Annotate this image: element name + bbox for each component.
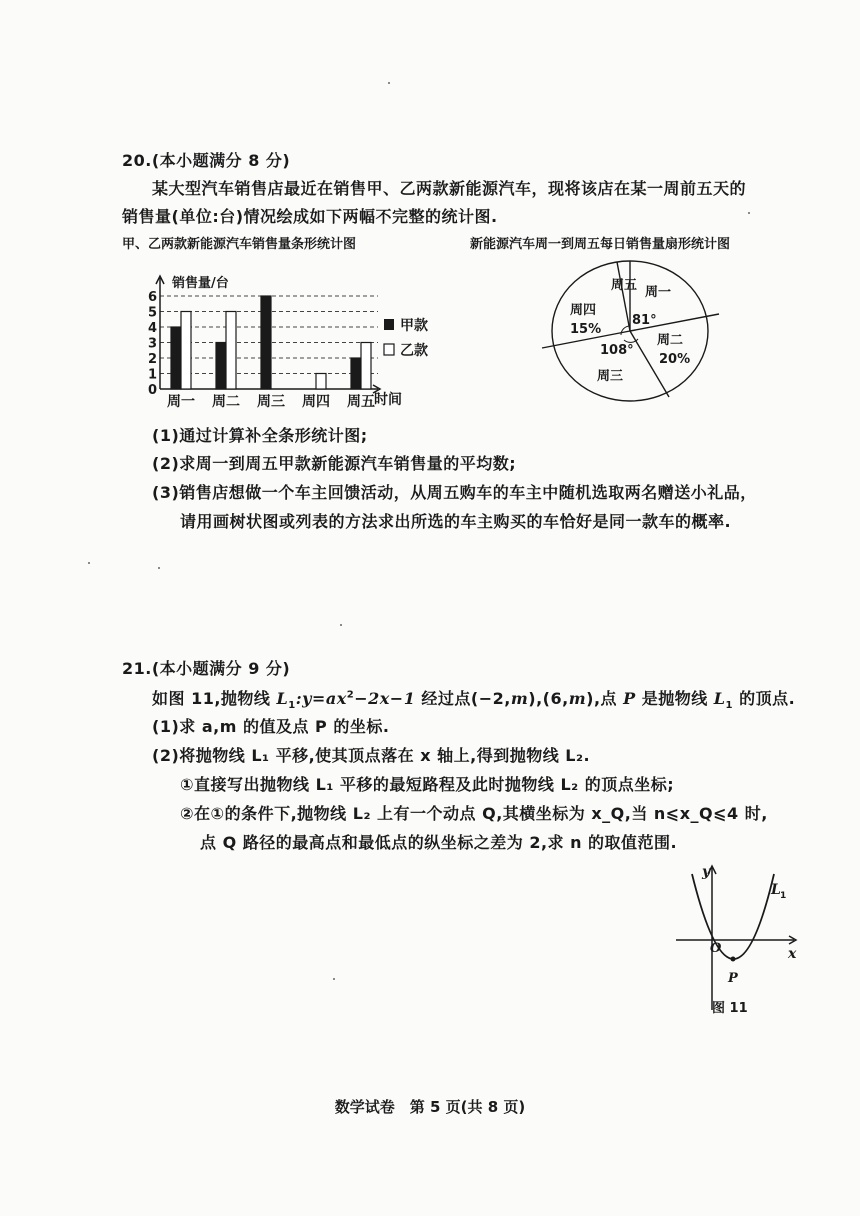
legend-label-jia: 甲款: [400, 318, 428, 334]
curve-label-sub: 1: [780, 891, 787, 901]
bar-ytick-label: 1: [148, 367, 158, 383]
bar-category-label: 周五: [347, 394, 375, 410]
q20-sub3-line1: (3)销售店想做一个车主回馈活动，从周五购车的车主中随机选取两名赠送小礼品，: [152, 483, 757, 502]
bar-xlabel: 时间: [374, 392, 402, 408]
bar-ytick-label: 3: [148, 336, 158, 352]
y-axis-label: y: [702, 864, 711, 880]
bar-yi: [316, 374, 326, 390]
q21-sub2b-line2: 点 Q 路径的最高点和最低点的纵坐标之差为 2,求 n 的取值范围.: [200, 833, 678, 852]
q21-intro-l-sub: 1: [725, 700, 734, 712]
bar-ytick-label: 0: [148, 383, 158, 398]
pie-label-tue: 周二: [657, 333, 684, 348]
q21-intro-p: P: [623, 689, 636, 708]
q21-intro-exp: 2: [346, 689, 355, 701]
scan-dot: [388, 82, 390, 84]
q20-intro-line1: 某大型汽车销售店最近在销售甲、乙两款新能源汽车，现将该店在某一周前五天的: [152, 179, 747, 198]
q21-intro-text: 经过点(−2,: [415, 689, 511, 708]
scan-dot: [158, 567, 160, 569]
bar-chart: [120, 262, 450, 414]
bar-ytick-label: 2: [148, 352, 158, 367]
bar-chart-title: 甲、乙两款新能源汽车销售量条形统计图: [122, 237, 357, 252]
q20-intro-line2: 销售量(单位:台)情况绘成如下两幅不完整的统计图.: [122, 207, 498, 226]
vertex-label: P: [728, 971, 738, 986]
scan-dot: [333, 978, 335, 980]
bar-jia: [261, 296, 271, 389]
q20-sub2: (2)求周一到周五甲款新能源汽车销售量的平均数;: [152, 454, 517, 473]
legend-label-yi: 乙款: [400, 343, 428, 359]
q20-heading: 20.(本小题满分 8 分): [122, 151, 291, 170]
scan-dot: [340, 624, 342, 626]
bar-jia: [171, 327, 181, 389]
curve-label: L: [771, 882, 781, 898]
q20-sub3-line2: 请用画树状图或列表的方法求出所选的车主购买的车恰好是同一款车的概率.: [180, 512, 732, 531]
bar-jia: [216, 343, 226, 390]
x-axis-label: x: [788, 946, 797, 962]
figure-caption: 图 11: [712, 1001, 748, 1016]
bar-jia: [351, 358, 361, 389]
bar-yi: [361, 343, 371, 390]
page-footer: 数学试卷 第 5 页(共 8 页): [334, 1098, 526, 1116]
parabola-curve: [692, 874, 774, 959]
legend-swatch-jia: [384, 319, 394, 330]
pie-label-thu: 周四: [570, 303, 597, 318]
bar-category-label: 周三: [257, 394, 285, 410]
legend-swatch-yi: [384, 344, 394, 355]
q20-sub1: (1)通过计算补全条形统计图;: [152, 426, 368, 445]
pie-value-tue: 20%: [659, 352, 691, 367]
q21-intro-l: L: [276, 689, 289, 708]
bar-ylabel: 销售量/台: [172, 276, 229, 291]
pie-chart: [535, 256, 725, 406]
vertex-point: [731, 957, 736, 962]
bar-ytick-label: 5: [148, 305, 158, 321]
q21-intro-m: m: [510, 689, 529, 708]
pie-slice-divider: [617, 262, 630, 331]
pie-value-wed: 108°: [600, 343, 634, 358]
bar-yi: [226, 312, 236, 390]
pie-chart-title: 新能源汽车周一到周五每日销售量扇形统计图: [470, 237, 731, 252]
pie-value-mon: 81°: [632, 313, 657, 328]
bar-category-label: 周二: [212, 394, 240, 410]
bar-category-label: 周一: [167, 394, 195, 410]
q21-intro-text: 的顶点.: [733, 689, 796, 708]
q21-intro-l: L: [713, 689, 726, 708]
origin-label: O: [710, 941, 722, 956]
pie-label-wed: 周三: [597, 369, 624, 384]
q21-intro-eq: :y=ax: [295, 689, 347, 708]
q21-intro-l-sub: 1: [288, 700, 296, 712]
q21-intro-text: 如图 11,抛物线: [152, 689, 277, 708]
scan-dot: [88, 562, 90, 564]
q21-sub1: (1)求 a,m 的值及点 P 的坐标.: [152, 717, 390, 736]
pie-label-fri: 周五: [611, 278, 638, 293]
q21-intro: [152, 686, 795, 711]
q21-sub2: (2)将抛物线 L₁ 平移,使其顶点落在 x 轴上,得到抛物线 L₂.: [152, 746, 591, 765]
q21-sub2a: ①直接写出抛物线 L₁ 平移的最短路程及此时抛物线 L₂ 的顶点坐标;: [180, 775, 675, 794]
q21-intro-text: ),点: [586, 689, 624, 708]
pie-value-thu: 15%: [570, 322, 602, 337]
bar-ytick-label: 6: [148, 290, 158, 305]
q21-intro-eq-rest: −2x−1: [354, 689, 416, 708]
q21-sub2b-line1: ②在①的条件下,抛物线 L₂ 上有一个动点 Q,其横坐标为 x_Q,当 n⩽x_Q⩽4 时,: [180, 804, 768, 823]
q21-intro-text: 是抛物线: [635, 689, 714, 708]
q21-heading: 21.(本小题满分 9 分): [122, 659, 291, 678]
bar-yi: [181, 312, 191, 390]
scan-dot: [748, 212, 750, 214]
q21-intro-m: m: [568, 689, 587, 708]
q21-intro-text: ),(6,: [528, 689, 569, 708]
pie-label-mon: 周一: [645, 285, 672, 300]
bar-category-label: 周四: [302, 394, 330, 410]
figure-11: [672, 860, 807, 1025]
bar-ytick-label: 4: [148, 321, 158, 336]
